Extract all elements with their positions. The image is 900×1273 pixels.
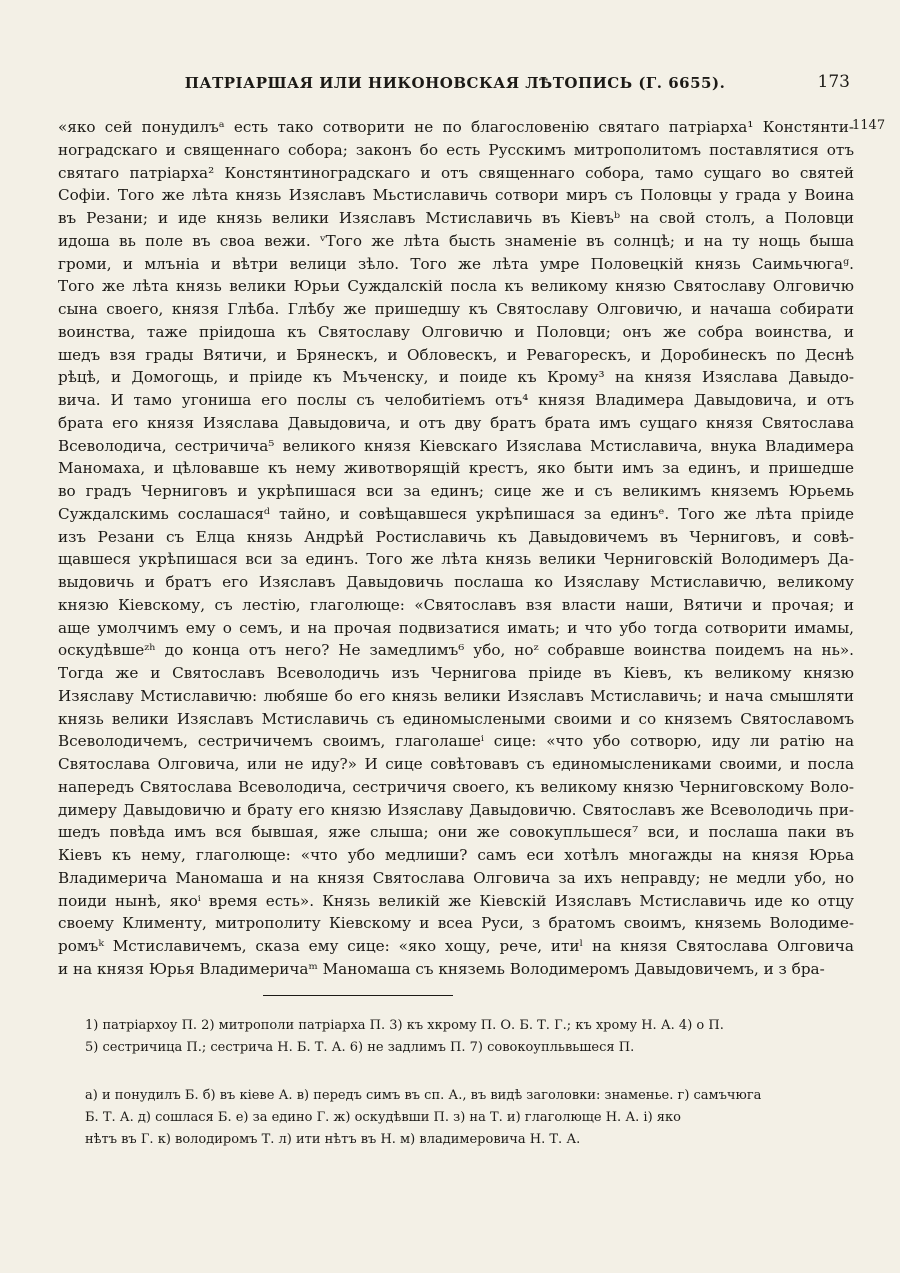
footnote-line: Б. Т. А. д) сошлася Б. е) за едино Г. ж) оскудѣвши П. з) на Т. и) глаголюще Н. А. і) яко [85, 1110, 681, 1125]
text-line: ноградскаго и священнаго собора; законъ бо есть Русскимъ митрополитомъ поставлятися отъ [58, 140, 854, 159]
text-line: святаго патріарха² Констянтиноградскаго и отъ священнаго собора, тамо сущаго во святей [58, 163, 854, 182]
text-line: напередъ Святослава Всеволодича, сестричичя своего, къ великому князю Черниговскому Воло- [58, 777, 854, 796]
text-line: въ Резани; и иде князь велики Изяславъ Мстиславичь въ Кіевъᵇ на свой столъ, а Половци [58, 209, 854, 227]
text-line: Кіевъ къ нему, глаголюще: «что убо медлиши? самъ еси хотѣлъ многажды на князя Юрьа [58, 846, 854, 864]
text-line: вича. И тамо угониша его послы съ челобитіемъ отъ⁴ князя Владимера Давыдовича, и отъ [58, 391, 854, 409]
text-line: и на князя Юрья Владимеричаᵐ Маномаша съ княземь Володимеромъ Давыдовичемъ, и з бра- [58, 959, 825, 978]
text-line: Тогда же и Святославъ Всеволодичь изъ Чернигова пріиде въ Кіевъ, къ великому князю [58, 664, 854, 682]
text-line: Владимерича Маномаша и на князя Святослава Олговича за ихъ неправду; не медли убо, но [58, 868, 854, 887]
text-line: Того же лѣта князь велики Юрьи Суждалскій посла къ великому князю Святославу Олговичю [58, 277, 854, 296]
text-line: димеру Давыдовичю и брату его князю Изяславу Давыдовичю. Святославъ же Всеволодичь при- [58, 800, 854, 819]
text-line: громи, и млъніа и вѣтри велици зѣло. Того же лѣта умре Половецкій князь Саимьчюгаᵍ. [58, 254, 854, 273]
footnote-line: 1) патріархоу П. 2) митрополи патріарха П. 3) къ хкрому П. О. Б. Т. Г.; къ хрому Н. А. 4) о П. [85, 1018, 724, 1033]
footnotes-numeric [85, 1015, 850, 1059]
text-line: сына своего, князя Глѣба. Глѣбу же пришедшу къ Святославу Олговичю, и начаша собирати [58, 300, 854, 318]
text-line: Святослава Олговича, или не иду?» И сице совѣтовавъ съ единомыслениками своими, и посла [58, 755, 854, 773]
text-line: шедъ повѣда имъ вся бывшая, яже слыша; они же совокупльшеся⁷ вси, и послаша паки въ [58, 823, 854, 842]
text-line: воинства, таже пріидоша къ Святославу Олговичю и Половци; онъ же собра воинства, и [58, 322, 854, 341]
footnote-line: 5) сестричица П.; сестрича Н. Б. Т. А. 6) не задлимъ П. 7) совокоупльвьшеся П. [85, 1040, 635, 1055]
margin-year: 1147 [852, 118, 886, 133]
text-line: выдовичь и братъ его Изяславъ Давыдовичь послаша ко Изяславу Мстиславичю, великому [58, 573, 854, 591]
footnotes-letter [85, 1085, 850, 1151]
text-line: ромъᵏ Мстиславичемъ, сказа ему сице: «яко хощу, рече, итиˡ на князя Святослава Олговича [58, 937, 854, 955]
footnote-line: а) и понудилъ Б. б) въ кіеве А. в) передъ симъ въ сп. А., въ видѣ заголовки: знаменье. г) самъчюга [85, 1088, 762, 1103]
text-line: изъ Резани съ Елца князь Андрѣй Ростиславичь къ Давыдовичемъ въ Черниговъ, и совѣ- [58, 527, 854, 546]
text-line: поиди нынѣ, якоⁱ время есть». Князь великій же Кіевскій Изяславъ Мстиславичь иде ко отцу [58, 891, 854, 910]
header-title: ПАТРІАРШАЯ ИЛИ НИКОНОВСКАЯ ЛѢТОПИСЬ (Г. 6655). [184, 74, 726, 92]
text-line: князь велики Изяславъ Мстиславичь съ единомыслеными своими и со княземъ Святославомъ [58, 709, 854, 728]
text-line: Изяславу Мстиславичю: любяше бо его князь велики Изяславъ Мстиславичь; и нача смышляти [58, 686, 854, 705]
text-line: своему Клименту, митрополиту Кіевскому и всеа Руси, з братомъ своимъ, княземь Володиме- [58, 914, 854, 933]
running-header [60, 74, 850, 102]
text-line: Суждалскимь сослашасяᵈ тайно, и совѣщавшеся укрѣпишася за единъᵉ. Того же лѣта пріиде [58, 504, 854, 523]
text-line: во градъ Черниговъ и укрѣпишася вси за единъ; сице же и съ великимъ княземъ Юрьемь [58, 482, 854, 500]
footnote-separator [263, 995, 453, 996]
text-line: щавшеся укрѣпишася вси за единъ. Того же лѣта князь велики Черниговскій Володимеръ Да- [58, 550, 854, 569]
text-line: Всеволодичемъ, сестричичемъ своимъ, глаголашеⁱ сице: «что убо сотворю, иду ли ратію на [58, 732, 854, 751]
text-line: идоша вь поле въ своа вежи. ᵛТого же лѣта бысть знаменіе въ солнцѣ; и на ту нощь быша [58, 231, 854, 250]
text-line: «яко сей понудилъᵃ есть тако сотворити не по благословенію святаго патріарха¹ Констянти- [58, 118, 854, 136]
text-line: рѣцѣ, и Домогощь, и пріиде къ Мъченску, и поиде къ Крому³ на князя Изяслава Давыдо- [58, 368, 854, 387]
text-line: брата его князя Изяслава Давыдовича, и отъ дву братъ брата имъ сущаго князя Святослава [58, 413, 854, 432]
text-line: шедъ взя грады Вятичи, и Брянескъ, и Обловескъ, и Ревагорескъ, и Доробинескъ по Деснѣ [58, 345, 854, 364]
main-text [58, 116, 854, 981]
text-line: Софіи. Того же лѣта князь Изяславъ Мьстиславичь сотвори миръ съ Половцы у града у Воина [58, 186, 854, 205]
text-line: оскудѣвшеᶻʰ до конца отъ него? Не замедлимъ⁶ убо, ноᶻ собравше воинства поидемъ на нь». [58, 641, 854, 660]
page-number: 173 [817, 72, 850, 92]
text-line: аще умолчимъ ему о семъ, и на прочая подвизатися имать; и что убо тогда сотворити имамы, [58, 618, 854, 637]
text-line: князю Кіевскому, съ лестію, глаголюще: «Святославъ взя власти наши, Вятичи и прочая; и [58, 595, 854, 614]
text-line: Всеволодича, сестричича⁵ великого князя Кіевскаго Изяслава Мстиславича, внука Владимера [58, 436, 854, 455]
text-line: Маномаха, и цѣловавше къ нему животворящій крестъ, яко быти имъ за единъ, и пришедше [58, 459, 854, 478]
footnote-line: нѣтъ въ Г. к) володиромъ Т. л) ити нѣтъ въ Н. м) владимеровича Н. Т. А. [85, 1132, 581, 1147]
